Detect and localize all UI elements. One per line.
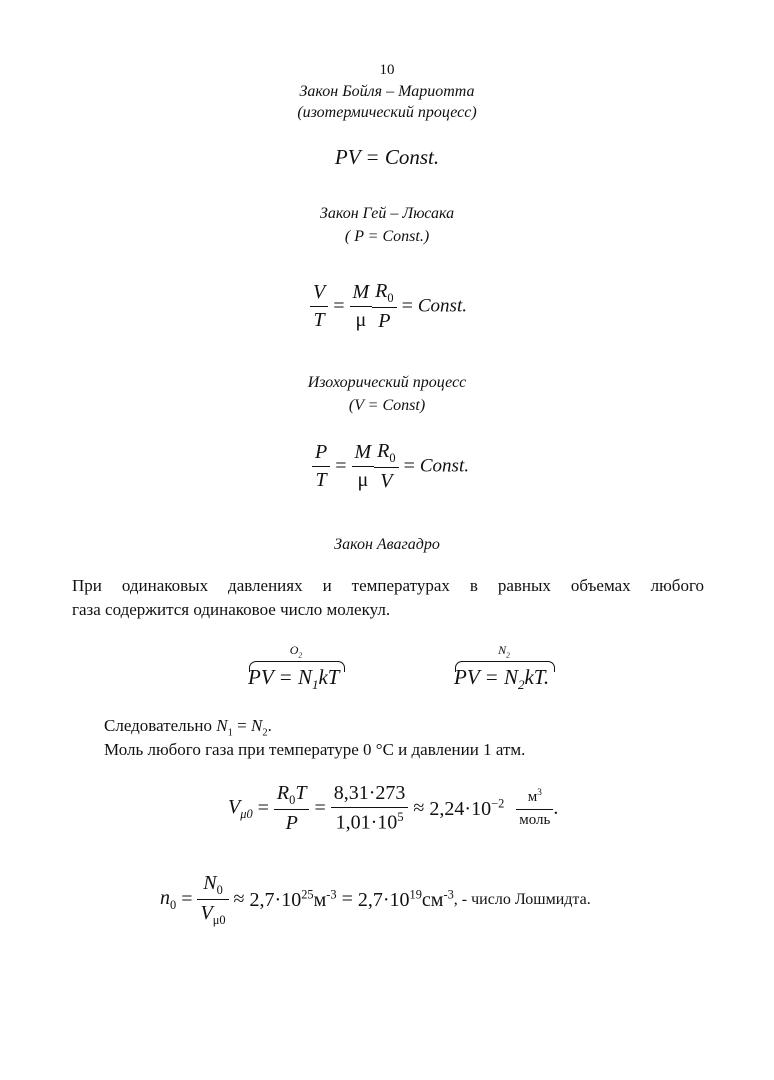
loschmidt-formula — [160, 872, 591, 928]
gl-rhs: Const. — [417, 295, 467, 317]
avogadro-eq-o2 — [248, 665, 339, 693]
mv-num-t: T — [295, 782, 307, 804]
lo-den-v: V — [200, 902, 213, 925]
lo-unit1: м — [313, 889, 327, 912]
consequence-n2: N — [250, 716, 263, 735]
mv-num-r-sub: 0 — [289, 793, 296, 807]
o2-label — [249, 643, 343, 659]
o2-label-letter: O — [289, 643, 299, 657]
isochoric-title: Изохорический процесс — [307, 374, 467, 391]
gl-num-m: M — [350, 281, 373, 307]
avogadro-text-line2: газа содержится одинаковое число молекул. — [72, 600, 391, 619]
isochoric-condition: (V = Const) — [348, 397, 426, 414]
consequence-n2-sub: 2 — [262, 727, 268, 739]
mv-frac-numbers — [331, 782, 409, 835]
iso-frac-mmu — [352, 441, 375, 492]
n2-label-letter: N — [498, 643, 507, 657]
mv-lhs-sub: μ0 — [240, 806, 253, 821]
iso-den-mu: μ — [357, 469, 369, 492]
gay-lussac-formula — [310, 280, 467, 333]
gay-lussac-condition: ( P = Const.) — [344, 228, 430, 245]
gl-eq1: = — [333, 295, 345, 318]
n2-eq-rhs: kT. — [524, 665, 550, 689]
mv-eq1: = — [257, 797, 269, 820]
avogadro-text-line1: При одинаковых давлениях и температурах в равных объемах любого — [72, 576, 704, 595]
avogadro-eq-n2 — [454, 665, 549, 693]
mv-den-exp: 5 — [397, 810, 404, 825]
gl-frac-mmu — [350, 281, 373, 332]
o2-label-sub: 2 — [298, 650, 303, 660]
lo-v2-exp: 19 — [409, 887, 422, 902]
lo-den-sub: μ0 — [212, 913, 226, 928]
boyle-formula: PV = Const. — [334, 145, 440, 169]
iso-num-r: R — [377, 440, 390, 462]
mv-frac-rt-p — [274, 782, 310, 835]
iso-rhs: Const. — [419, 455, 469, 477]
lo-v2-base: 2,7·10 — [357, 889, 410, 912]
mv-approx: ≈ — [413, 797, 425, 820]
mv-eq2: = — [314, 797, 326, 820]
boyle-title: Закон Бойля – Мариотта — [299, 83, 475, 100]
lo-comment: , - число Лошмидта. — [453, 890, 591, 908]
mv-lhs: V — [228, 795, 241, 818]
lo-eq1: = — [181, 888, 193, 911]
lo-num-n: N — [203, 872, 217, 894]
lo-unit1-exp: -3 — [326, 887, 337, 902]
avogadro-title: Закон Авагадро — [334, 536, 440, 553]
consequence-end: . — [267, 716, 272, 735]
n2-label-sub: 2 — [506, 650, 510, 660]
gl-eq2: = — [401, 295, 413, 318]
gl-den-t: T — [313, 309, 325, 332]
gay-lussac-title: Закон Гей – Люсака — [319, 205, 455, 222]
lo-num-sub: 0 — [216, 883, 223, 897]
lo-v1-base: 2,7·10 — [249, 889, 302, 912]
o2-eq-lhs: PV = N — [248, 665, 312, 689]
iso-frac-rv — [374, 440, 398, 493]
lo-eq2: = — [341, 888, 353, 911]
mole-text: Моль любого газа при температуре 0 °C и давлении 1 атм. — [104, 740, 526, 759]
mv-num-numbers: 8,31·273 — [331, 782, 409, 808]
o2-eq-sub: 1 — [311, 677, 319, 693]
mv-den-base: 1,01·10 — [335, 811, 398, 834]
gl-frac-rp — [372, 280, 396, 333]
iso-frac-pt — [312, 441, 330, 492]
lo-v1-exp: 25 — [301, 887, 314, 902]
iso-num-r-sub: 0 — [389, 451, 396, 465]
gl-num-v: V — [310, 281, 328, 307]
molar-volume-formula — [228, 782, 558, 835]
boyle-subtitle: (изотермический процесс) — [297, 104, 477, 121]
lo-approx: ≈ — [233, 888, 245, 911]
gl-den-p: P — [378, 310, 391, 333]
mv-den-p: P — [285, 812, 298, 835]
gl-frac-vt — [310, 281, 328, 332]
gl-den-mu: μ — [355, 309, 367, 332]
iso-eq2: = — [403, 455, 415, 478]
gl-num-r-sub: 0 — [387, 291, 394, 305]
mv-unit-frac — [516, 788, 553, 829]
mv-result-exp: −2 — [491, 796, 505, 811]
n2-eq-sub: 2 — [517, 677, 525, 693]
gl-num-r: R — [375, 280, 388, 302]
o2-eq-rhs: kT — [318, 665, 340, 689]
page-number: 10 — [379, 62, 395, 78]
iso-den-v: V — [380, 470, 393, 493]
mv-unit-den: моль — [519, 811, 551, 828]
isochoric-formula — [312, 440, 469, 493]
lo-lhs: n — [160, 886, 170, 909]
consequence-pre: Следовательно — [104, 716, 217, 735]
consequence-eq: = — [232, 716, 251, 735]
mv-result-base: 2,24·10 — [429, 797, 492, 820]
mv-num-r: R — [276, 782, 290, 804]
iso-num-p: P — [312, 441, 330, 467]
mv-unit-num-exp: 3 — [537, 788, 542, 799]
n2-label — [455, 643, 553, 659]
lo-unit2: см — [421, 889, 444, 912]
iso-eq1: = — [335, 455, 347, 478]
iso-num-m: M — [352, 441, 375, 467]
lo-unit2-exp: -3 — [443, 887, 454, 902]
iso-den-t: T — [315, 469, 327, 492]
lo-frac — [197, 872, 228, 928]
mv-unit-num: м — [527, 789, 538, 806]
lo-lhs-sub: 0 — [170, 897, 177, 912]
mv-end: . — [553, 797, 559, 820]
consequence-n1: N — [216, 716, 228, 735]
consequence-n1-sub: 1 — [227, 727, 233, 739]
n2-eq-lhs: PV = N — [454, 665, 518, 689]
